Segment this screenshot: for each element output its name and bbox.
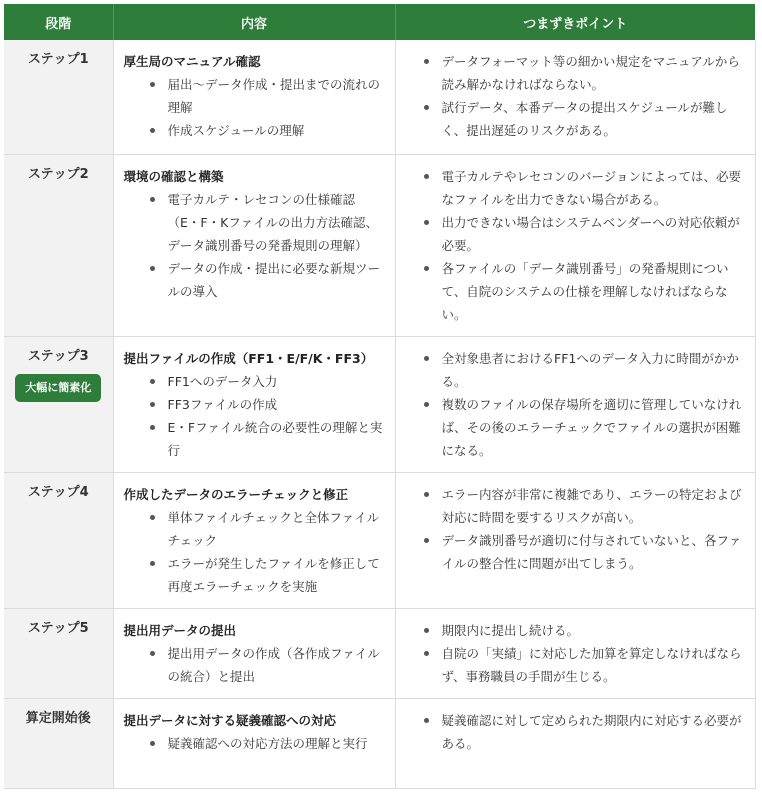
list-item: 提出用データの作成（各作成ファイルの統合）と提出 [148,642,385,688]
content-list [124,73,385,142]
content-list [124,188,385,303]
list-item: 疑義確認に対して定められた期限内に対応する必要がある。 [422,709,745,755]
list-item: 電子カルテやレセコンのバージョンによっては、必要なファイルを出力できない場合がある。 [422,165,745,211]
content-title: 厚生局のマニュアル確認 [123,54,261,69]
stage-cell [4,154,113,336]
list-item: 出力できない場合はシステムベンダーへの対応依頼が必要。 [422,211,745,257]
stage-label: 算定開始後 [25,710,91,726]
table-row [4,336,755,472]
table-row [4,698,755,788]
content-list [124,642,385,688]
stage-cell [4,472,113,608]
points-list [406,165,745,326]
list-item: FF3ファイルの作成 [148,393,385,416]
list-item: 電子カルテ・レセコンの仕様確認（E・F・Kファイルの出力方法確認、データ識別番号の発番規則の理解） [148,188,385,257]
points-cell [395,608,755,698]
points-cell [395,40,755,154]
list-item: 自院の「実績」に対応した加算を算定しなければならず、事務職員の手間が生じる。 [422,642,745,688]
content-list [124,506,385,598]
list-item: FF1へのデータ入力 [148,370,385,393]
list-item: 届出〜データ作成・提出までの流れの理解 [148,73,385,119]
content-cell [113,154,395,336]
content-list [124,370,385,462]
stage-label: ステップ3 [27,348,89,364]
list-item: データ識別番号が適切に付与されていないと、各ファイルの整合性に問題が出てしまう。 [422,529,745,575]
stage-label: ステップ1 [27,52,89,67]
table-row [4,608,755,698]
points-cell [395,698,755,788]
header-row [4,4,755,40]
content-title: 作成したデータのエラーチェックと修正 [123,486,349,502]
header-stage: 段階 [4,4,113,40]
list-item: 作成スケジュールの理解 [148,119,385,142]
content-title: 環境の確認と構築 [123,168,224,184]
content-title: 提出用データの提出 [123,622,237,638]
content-title: 提出データに対する疑義確認への対応 [123,712,337,728]
list-item: エラーが発生したファイルを修正して再度エラーチェックを実施 [148,552,385,598]
points-list [406,709,745,755]
list-item: 期限内に提出し続ける。 [422,619,745,642]
content-list [124,732,385,755]
table-row [4,154,755,336]
stage-label: ステップ4 [27,484,89,500]
stage-cell [4,608,113,698]
list-item: 疑義確認への対応方法の理解と実行 [148,732,385,755]
stage-cell [4,698,113,788]
points-list [406,347,745,462]
table-row [4,40,755,154]
list-item: 全対象患者におけるFF1へのデータ入力に時間がかかる。 [422,347,745,393]
simplified-badge: 大幅に簡素化 [15,374,101,402]
header-points: つまずきポイント [395,4,755,40]
content-cell [113,336,395,472]
points-list [406,483,745,575]
list-item: E・Fファイル統合の必要性の理解と実行 [148,416,385,462]
content-cell [113,608,395,698]
table-row [4,472,755,608]
list-item: データの作成・提出に必要な新規ツールの導入 [148,257,385,303]
list-item: 試行データ、本番データの提出スケジュールが難しく、提出遅延のリスクがある。 [422,96,745,142]
steps-table [4,4,756,789]
list-item: 各ファイルの「データ識別番号」の発番規則について、自院のシステムの仕様を理解しなければならない。 [422,257,745,326]
content-cell [113,472,395,608]
points-cell [395,154,755,336]
content-cell [113,698,395,788]
points-cell [395,336,755,472]
points-list [406,619,745,688]
list-item: 複数のファイルの保存場所を適切に管理していなければ、その後のエラーチェックでファイルの選択が困難になる。 [422,393,745,462]
content-cell [113,40,395,154]
header-content: 内容 [113,4,395,40]
points-cell [395,472,755,608]
stage-label: ステップ5 [27,620,89,636]
stage-label: ステップ2 [27,166,89,182]
list-item: エラー内容が非常に複雑であり、エラーの特定および対応に時間を要するリスクが高い。 [422,483,745,529]
points-list [406,50,745,142]
content-title: 提出ファイルの作成（FF1・E/F/K・FF3） [123,350,374,366]
stage-cell [4,336,113,472]
list-item: データフォーマット等の細かい規定をマニュアルから読み解かなければならない。 [422,50,745,96]
list-item: 単体ファイルチェックと全体ファイルチェック [148,506,385,552]
stage-cell [4,40,113,154]
